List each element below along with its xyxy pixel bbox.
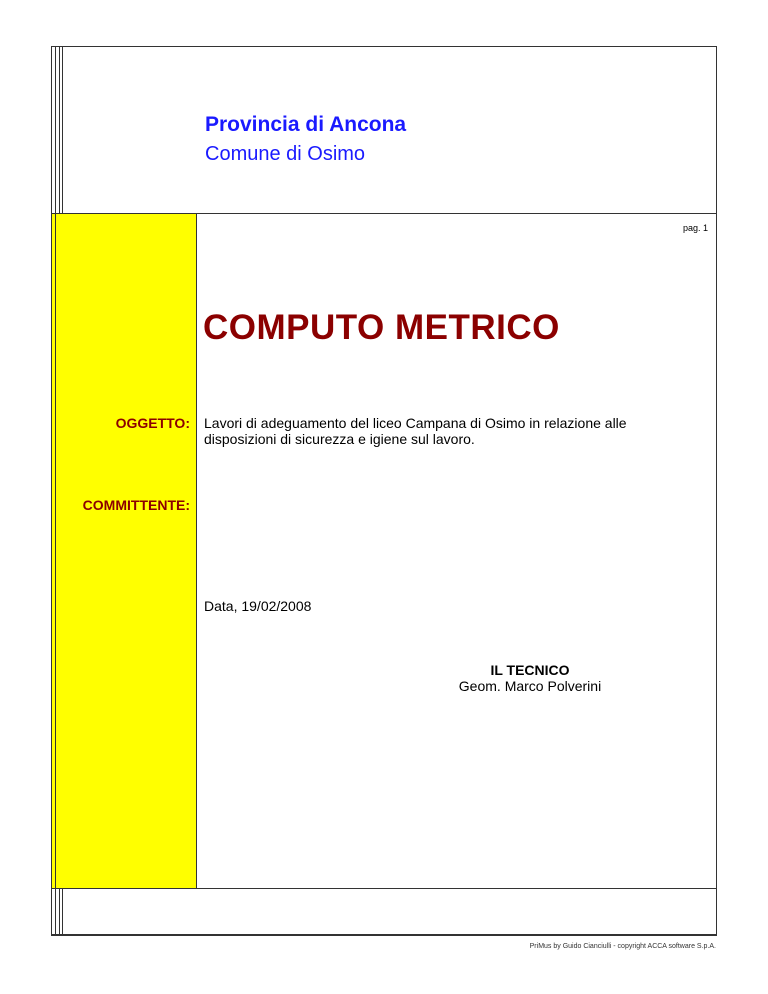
bottom-thick-line bbox=[52, 934, 717, 936]
sidebar-yellow-band bbox=[52, 213, 196, 888]
document-title: COMPUTO METRICO bbox=[203, 308, 560, 347]
tecnico-block bbox=[445, 662, 615, 694]
border-line bbox=[59, 46, 60, 213]
header-divider bbox=[52, 213, 716, 214]
tecnico-name: Geom. Marco Polverini bbox=[458, 678, 602, 694]
sidebar-divider bbox=[196, 213, 197, 888]
tecnico-title: IL TECNICO bbox=[490, 662, 570, 678]
border-line bbox=[55, 46, 56, 936]
comune-subtitle: Comune di Osimo bbox=[205, 143, 366, 165]
page-number: pag. 1 bbox=[682, 223, 708, 233]
border-line bbox=[59, 888, 60, 936]
provincia-title: Provincia di Ancona bbox=[205, 113, 407, 136]
footer-divider bbox=[52, 888, 716, 889]
committente-label: COMMITTENTE: bbox=[82, 497, 190, 513]
oggetto-text: Lavori di adeguamento del liceo Campana di Osimo in relazione alle disposizioni di sicurezza e igiene sul lavoro. bbox=[204, 415, 627, 447]
border-line bbox=[62, 46, 63, 213]
document-date: Data, 19/02/2008 bbox=[204, 598, 312, 614]
footer-copyright: PriMus by Guido Cianciulli - copyright ACCA software S.p.A. bbox=[529, 943, 716, 950]
oggetto-label: OGGETTO: bbox=[115, 415, 190, 431]
border-line bbox=[62, 888, 63, 936]
